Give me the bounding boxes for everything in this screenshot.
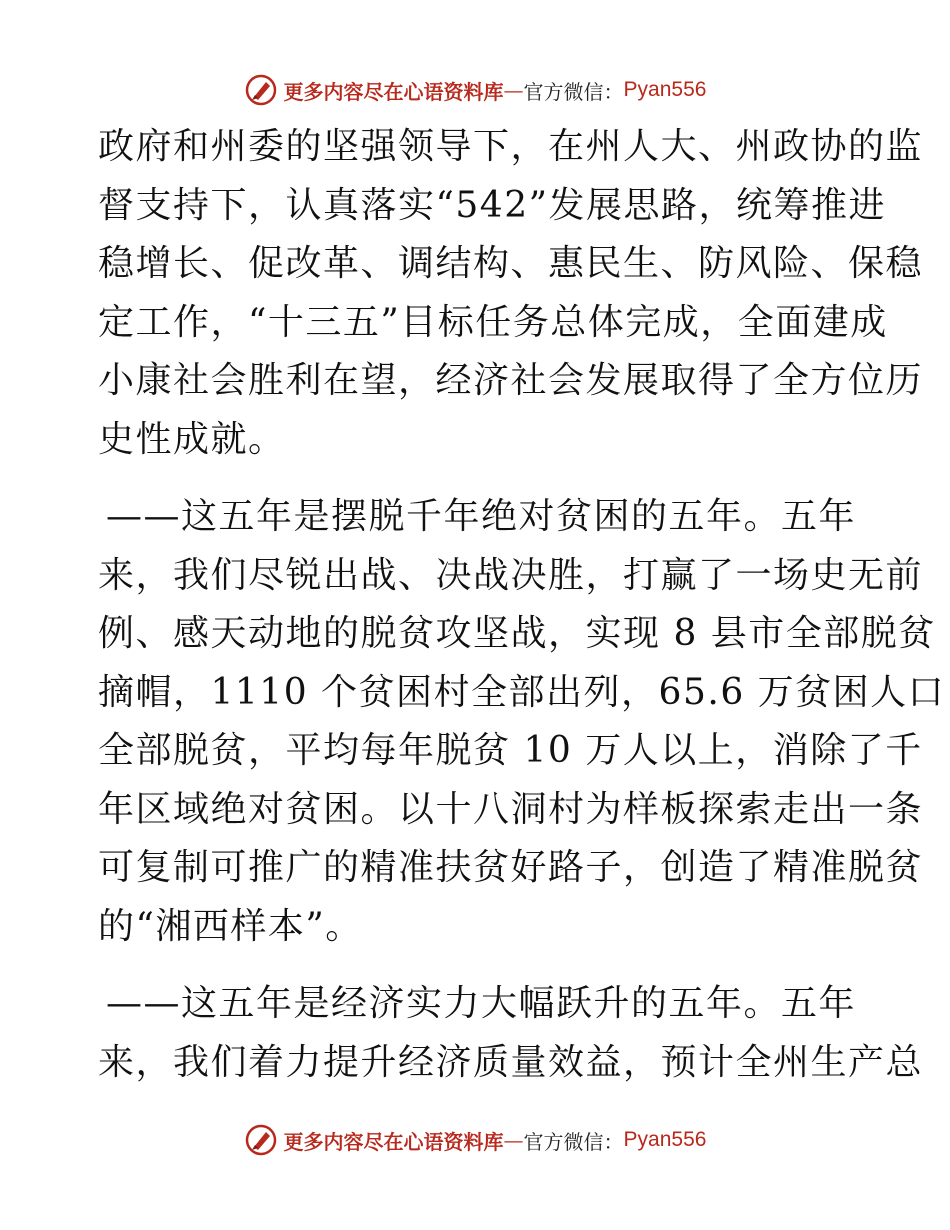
text-line: ——这五年是摆脱千年绝对贫困的五年。五年 xyxy=(106,496,857,537)
text-line: 小康社会胜利在望，经济社会发展取得了全方位历 xyxy=(98,360,924,401)
header-watermark xyxy=(0,70,950,110)
text-line: ——这五年是经济实力大幅跃升的五年。五年 xyxy=(106,983,857,1024)
watermark-official-label: 官方微信： xyxy=(523,1129,624,1154)
pen-nib-circle-logo-icon xyxy=(244,73,278,107)
watermark-brand: 更多内容尽在心语资料库 xyxy=(283,1129,504,1154)
text-line: 督支持下，认真落实“542”发展思路，统筹推进 xyxy=(98,184,887,226)
paragraph xyxy=(98,975,924,1092)
text-line: 可复制可推广的精准扶贫好路子，创造了精准脱贫 xyxy=(98,847,924,888)
watermark-brand: 更多内容尽在心语资料库 xyxy=(283,79,504,104)
text-line: 来，我们着力提升经济质量效益，预计全州生产总 xyxy=(98,1041,924,1083)
pen-nib-circle-logo-icon xyxy=(244,1123,278,1157)
paragraph xyxy=(98,118,924,469)
text-line: 定工作，“十三五”目标任务总体完成，全面建成 xyxy=(98,301,888,343)
watermark-wechat-id: Pyan556 xyxy=(623,78,707,101)
watermark-wechat-id: Pyan556 xyxy=(623,1128,707,1151)
text-line: 例、感天动地的脱贫攻坚战，实现 8 县市全部脱贫 xyxy=(98,613,936,654)
document-body xyxy=(98,118,946,1092)
watermark-separator: — xyxy=(503,78,524,102)
watermark-official-label: 官方微信： xyxy=(523,79,624,104)
text-line: 来，我们尽锐出战、决战决胜，打赢了一场史无前 xyxy=(98,554,924,596)
text-line: 全部脱贫，平均每年脱贫 10 万人以上，消除了千 xyxy=(98,730,923,771)
paragraph xyxy=(98,488,946,956)
text-line: 的“湘西样本”。 xyxy=(98,905,363,947)
text-line: 稳增长、促改革、调结构、惠民生、防风险、保稳 xyxy=(98,243,924,284)
watermark-separator: — xyxy=(503,1128,524,1152)
text-line: 史性成就。 xyxy=(98,418,286,460)
footer-watermark xyxy=(0,1120,950,1160)
text-line: 年区域绝对贫困。以十八洞村为样板探索走出一条 xyxy=(98,788,924,830)
text-line: 摘帽，1110 个贫困村全部出列，65.6 万贫困人口 xyxy=(98,671,946,713)
text-line: 政府和州委的坚强领导下，在州人大、州政协的监 xyxy=(98,126,924,167)
